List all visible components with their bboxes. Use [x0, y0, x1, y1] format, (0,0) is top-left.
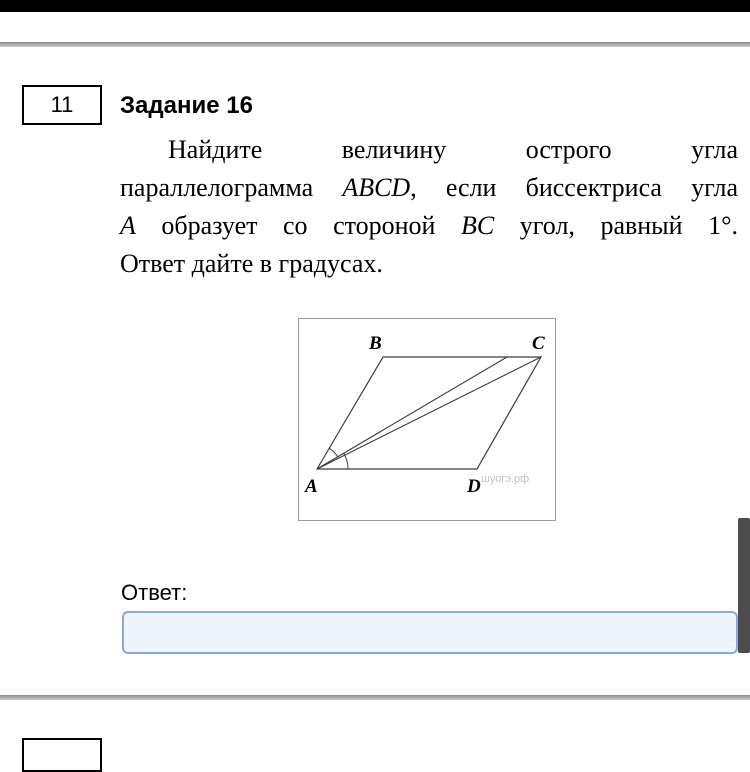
problem-text: угол, равный 1°.	[494, 211, 738, 240]
problem-text: параллелограмма	[120, 173, 343, 202]
angle-bisector	[317, 357, 507, 469]
vertex-label-a: A	[305, 476, 318, 497]
problem-text: Найдите величину острого угла	[168, 135, 738, 164]
math-variable-abcd: ABCD	[342, 173, 411, 202]
top-black-bar	[0, 0, 750, 12]
problem-statement	[120, 131, 738, 283]
next-task-number-box	[22, 738, 102, 772]
problem-line	[120, 207, 738, 245]
problem-text: , если биссектриса угла	[410, 173, 738, 202]
answer-input[interactable]	[122, 611, 738, 654]
parallelogram-drawing	[299, 319, 555, 520]
vertex-label-d: D	[467, 476, 481, 497]
problem-line	[120, 169, 738, 207]
problem-line	[120, 131, 738, 169]
math-variable-bc: BC	[461, 211, 495, 240]
vertex-label-b: B	[369, 333, 382, 354]
section-divider-bottom	[0, 695, 750, 700]
problem-text: образует со стороной	[135, 211, 461, 240]
vertex-label-c: C	[532, 333, 545, 354]
math-variable-a: A	[120, 211, 136, 240]
section-divider-top	[0, 42, 750, 47]
problem-text: Ответ дайте в градусах.	[120, 249, 383, 278]
angle-arc-upper	[329, 448, 338, 457]
task-number: 11	[50, 92, 74, 117]
scrollbar-thumb[interactable]	[738, 518, 750, 653]
problem-line	[120, 245, 738, 283]
parallelogram-figure	[298, 318, 556, 521]
answer-label: Ответ:	[121, 580, 188, 605]
task-number-box	[22, 85, 102, 125]
site-watermark: шуогэ.рф	[481, 473, 530, 485]
task-title: Задание 16	[120, 92, 253, 119]
